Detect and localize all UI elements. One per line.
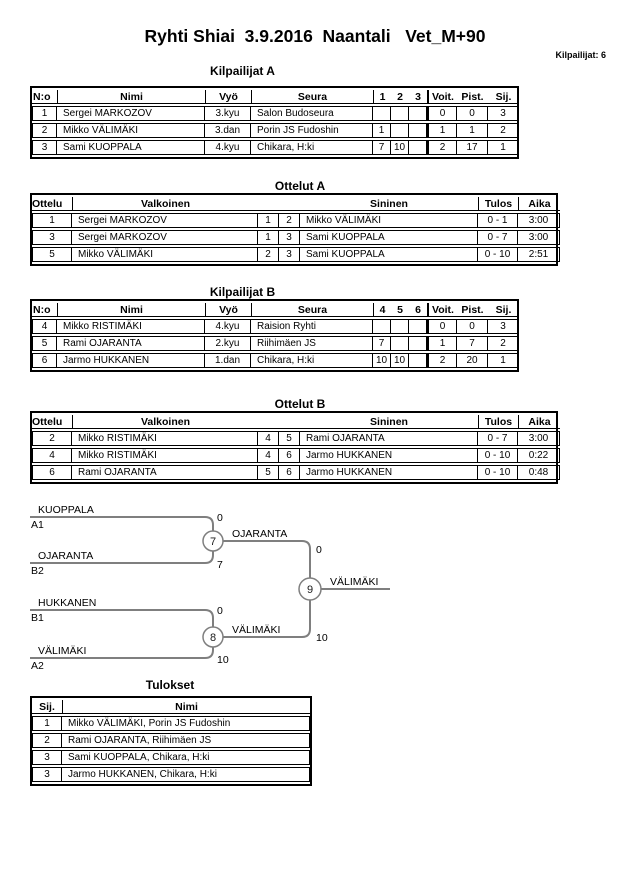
results-table <box>30 696 312 786</box>
cell-points: 0 <box>457 106 488 121</box>
cell-place: 1 <box>488 353 519 368</box>
bracket-seed-label: A2 <box>31 660 44 672</box>
cell-result: 0 - 7 <box>478 431 518 446</box>
col-header-time: Aika <box>518 415 560 429</box>
section-heading-matches-a: Ottelut A <box>274 179 326 193</box>
cell-name: Jarmo HUKKANEN, Chikara, H:ki <box>62 767 310 782</box>
table-row <box>32 431 560 446</box>
cell-wins: 1 <box>427 336 457 351</box>
cell-m1 <box>373 106 391 121</box>
competitors-count: Kilpailijat: 6 <box>555 50 606 60</box>
col-header-belt: Vyö <box>205 303 251 317</box>
cell-result: 0 - 10 <box>478 247 518 262</box>
col-header-m2: 5 <box>391 303 409 317</box>
pool-a-table <box>30 86 519 159</box>
table-row <box>32 448 560 463</box>
cell-place: 1 <box>488 140 519 155</box>
cell-m3 <box>409 353 427 368</box>
cell-club: Chikara, H:ki <box>251 140 373 155</box>
cell-place: 3 <box>488 319 519 334</box>
bracket-score: 10 <box>316 632 328 644</box>
section-heading-pool-b: Kilpailijat B <box>209 285 276 299</box>
col-header-wno <box>258 197 279 211</box>
bracket-seed-label: B2 <box>31 565 44 577</box>
cell-place: 2 <box>488 123 519 138</box>
col-header-no: N:o <box>32 90 57 104</box>
col-header-name: Nimi <box>57 90 205 104</box>
table-header-row <box>32 415 560 429</box>
bracket-line-sf1-top <box>30 517 213 531</box>
cell-m2 <box>391 106 409 121</box>
table-row <box>32 353 519 368</box>
cell-name: Sami KUOPPALA <box>57 140 205 155</box>
col-header-bno <box>279 415 300 429</box>
cell-white-name: Rami OJARANTA <box>72 465 258 480</box>
cell-white-no: 1 <box>258 213 279 228</box>
cell-blue-no: 3 <box>279 230 300 245</box>
cell-no: 4 <box>32 319 57 334</box>
cell-m3 <box>409 106 427 121</box>
table-row <box>32 140 519 155</box>
matches-a-table <box>30 193 558 266</box>
cell-name: Jarmo HUKKANEN <box>57 353 205 368</box>
col-header-club: Seura <box>251 90 373 104</box>
match-number: 7 <box>209 536 217 548</box>
matches-b-table <box>30 411 558 484</box>
col-header-m1: 1 <box>373 90 391 104</box>
cell-time: 3:00 <box>518 230 560 245</box>
col-header-match: Ottelu <box>32 197 72 211</box>
cell-points: 0 <box>457 319 488 334</box>
cell-wins: 2 <box>427 140 457 155</box>
cell-white-name: Mikko RISTIMÄKI <box>72 431 258 446</box>
col-header-points: Pist. <box>457 90 488 104</box>
col-header-white: Valkoinen <box>72 415 258 429</box>
cell-white-name: Mikko RISTIMÄKI <box>72 448 258 463</box>
section-heading-results: Tulokset <box>145 678 195 692</box>
bracket-score: 10 <box>217 654 229 666</box>
cell-time: 2:51 <box>518 247 560 262</box>
bracket-player-name: OJARANTA <box>38 550 94 562</box>
table-header-row <box>32 700 310 714</box>
cell-m3 <box>409 319 427 334</box>
cell-blue-no: 6 <box>279 448 300 463</box>
bracket-seed-label: A1 <box>31 519 44 531</box>
cell-wins: 1 <box>427 123 457 138</box>
section-heading-pool-a: Kilpailijat A <box>210 64 275 78</box>
col-header-result: Tulos <box>478 197 518 211</box>
col-header-white: Valkoinen <box>72 197 258 211</box>
cell-blue-name: Sami KUOPPALA <box>300 230 478 245</box>
match-number: 9 <box>306 584 314 596</box>
cell-no: 2 <box>32 123 57 138</box>
cell-result: 0 - 1 <box>478 213 518 228</box>
cell-blue-no: 3 <box>279 247 300 262</box>
cell-points: 1 <box>457 123 488 138</box>
table-row <box>32 767 310 782</box>
cell-place: 1 <box>32 716 62 731</box>
cell-name: Mikko VÄLIMÄKI, Porin JS Fudoshin <box>62 716 310 731</box>
col-header-match: Ottelu <box>32 415 72 429</box>
cell-belt: 4.kyu <box>205 319 251 334</box>
col-header-place: Sij. <box>488 90 519 104</box>
table-row <box>32 106 519 121</box>
cell-place: 2 <box>32 733 62 748</box>
col-header-wins: Voit. <box>427 90 457 104</box>
bracket-player-name: VÄLIMÄKI <box>38 645 87 657</box>
cell-m2: 10 <box>391 353 409 368</box>
cell-wins: 2 <box>427 353 457 368</box>
cell-blue-name: Sami KUOPPALA <box>300 247 478 262</box>
cell-club: Riihimäen JS <box>251 336 373 351</box>
cell-white-name: Mikko VÄLIMÄKI <box>72 247 258 262</box>
table-row <box>32 465 560 480</box>
col-header-place: Sij. <box>488 303 519 317</box>
cell-wins: 0 <box>427 106 457 121</box>
bracket-line-sf1-winner <box>223 541 310 578</box>
cell-match-no: 5 <box>32 247 72 262</box>
table-row <box>32 716 310 731</box>
cell-m1: 10 <box>373 353 391 368</box>
col-header-wno <box>258 415 279 429</box>
cell-white-no: 4 <box>258 448 279 463</box>
col-header-m1: 4 <box>373 303 391 317</box>
cell-white-name: Sergei MARKOZOV <box>72 230 258 245</box>
cell-blue-no: 6 <box>279 465 300 480</box>
cell-no: 1 <box>32 106 57 121</box>
col-header-wins: Voit. <box>427 303 457 317</box>
cell-club: Salon Budoseura <box>251 106 373 121</box>
cell-place: 2 <box>488 336 519 351</box>
cell-name: Sergei MARKOZOV <box>57 106 205 121</box>
match-number: 8 <box>209 632 217 644</box>
cell-m2 <box>391 336 409 351</box>
cell-no: 5 <box>32 336 57 351</box>
cell-club: Chikara, H:ki <box>251 353 373 368</box>
col-header-result: Tulos <box>478 415 518 429</box>
cell-white-no: 5 <box>258 465 279 480</box>
table-row <box>32 750 310 765</box>
col-header-points: Pist. <box>457 303 488 317</box>
bracket-score: 0 <box>217 512 223 524</box>
table-row <box>32 733 310 748</box>
cell-points: 7 <box>457 336 488 351</box>
bracket-winner-name: OJARANTA <box>232 528 288 540</box>
cell-place: 3 <box>32 750 62 765</box>
cell-name: Mikko RISTIMÄKI <box>57 319 205 334</box>
bracket-seed-label: B1 <box>31 612 44 624</box>
cell-match-no: 3 <box>32 230 72 245</box>
cell-place: 3 <box>488 106 519 121</box>
cell-name: Sami KUOPPALA, Chikara, H:ki <box>62 750 310 765</box>
section-heading-matches-b: Ottelut B <box>274 397 326 411</box>
table-row <box>32 336 519 351</box>
col-header-bno <box>279 197 300 211</box>
cell-belt: 2.kyu <box>205 336 251 351</box>
cell-points: 17 <box>457 140 488 155</box>
cell-m3 <box>409 123 427 138</box>
cell-white-name: Sergei MARKOZOV <box>72 213 258 228</box>
cell-m1 <box>373 319 391 334</box>
table-header-row <box>32 197 560 211</box>
cell-place: 3 <box>32 767 62 782</box>
col-header-time: Aika <box>518 197 560 211</box>
cell-match-no: 2 <box>32 431 72 446</box>
col-header-no: N:o <box>32 303 57 317</box>
cell-match-no: 1 <box>32 213 72 228</box>
table-row <box>32 213 560 228</box>
col-header-blue: Sininen <box>300 197 478 211</box>
bracket-winner-name: VÄLIMÄKI <box>330 576 379 588</box>
cell-m2 <box>391 123 409 138</box>
cell-m1: 7 <box>373 336 391 351</box>
col-header-m2: 2 <box>391 90 409 104</box>
bracket-score: 7 <box>217 559 223 571</box>
bracket-player-name: KUOPPALA <box>38 504 94 516</box>
cell-club: Raision Ryhti <box>251 319 373 334</box>
col-header-belt: Vyö <box>205 90 251 104</box>
pool-b-table <box>30 299 519 372</box>
cell-blue-no: 5 <box>279 431 300 446</box>
cell-blue-name: Mikko VÄLIMÄKI <box>300 213 478 228</box>
table-header-row <box>32 303 519 317</box>
cell-m2 <box>391 319 409 334</box>
col-header-m3: 3 <box>409 90 427 104</box>
cell-time: 3:00 <box>518 431 560 446</box>
cell-m3 <box>409 140 427 155</box>
cell-no: 6 <box>32 353 57 368</box>
cell-belt: 1.dan <box>205 353 251 368</box>
cell-blue-name: Jarmo HUKKANEN <box>300 465 478 480</box>
col-header-m3: 6 <box>409 303 427 317</box>
cell-blue-name: Rami OJARANTA <box>300 431 478 446</box>
cell-name: Rami OJARANTA, Riihimäen JS <box>62 733 310 748</box>
cell-wins: 0 <box>427 319 457 334</box>
cell-result: 0 - 10 <box>478 448 518 463</box>
col-header-name: Nimi <box>62 700 310 714</box>
cell-m2: 10 <box>391 140 409 155</box>
cell-belt: 4.kyu <box>205 140 251 155</box>
table-row <box>32 230 560 245</box>
cell-blue-name: Jarmo HUKKANEN <box>300 448 478 463</box>
cell-result: 0 - 7 <box>478 230 518 245</box>
table-row <box>32 319 519 334</box>
cell-club: Porin JS Fudoshin <box>251 123 373 138</box>
bracket-player-name: HUKKANEN <box>38 597 97 609</box>
cell-m1: 1 <box>373 123 391 138</box>
cell-result: 0 - 10 <box>478 465 518 480</box>
table-header-row <box>32 90 519 104</box>
cell-match-no: 4 <box>32 448 72 463</box>
bracket-score: 0 <box>316 544 322 556</box>
cell-blue-no: 2 <box>279 213 300 228</box>
cell-white-no: 1 <box>258 230 279 245</box>
final-bracket <box>0 495 400 677</box>
cell-name: Mikko VÄLIMÄKI <box>57 123 205 138</box>
cell-white-no: 4 <box>258 431 279 446</box>
bracket-score: 0 <box>217 605 223 617</box>
col-header-club: Seura <box>251 303 373 317</box>
cell-m3 <box>409 336 427 351</box>
col-header-blue: Sininen <box>300 415 478 429</box>
cell-white-no: 2 <box>258 247 279 262</box>
cell-name: Rami OJARANTA <box>57 336 205 351</box>
col-header-name: Nimi <box>57 303 205 317</box>
cell-time: 0:48 <box>518 465 560 480</box>
table-row <box>32 247 560 262</box>
cell-no: 3 <box>32 140 57 155</box>
cell-belt: 3.dan <box>205 123 251 138</box>
cell-m1: 7 <box>373 140 391 155</box>
bracket-line-sf2-top <box>30 610 213 627</box>
cell-time: 0:22 <box>518 448 560 463</box>
cell-belt: 3.kyu <box>205 106 251 121</box>
table-row <box>32 123 519 138</box>
cell-points: 20 <box>457 353 488 368</box>
cell-time: 3:00 <box>518 213 560 228</box>
col-header-place: Sij. <box>32 700 62 714</box>
bracket-winner-name: VÄLIMÄKI <box>232 624 281 636</box>
page-title: Ryhti Shiai 3.9.2016 Naantali Vet_M+90 <box>144 26 486 46</box>
cell-match-no: 6 <box>32 465 72 480</box>
